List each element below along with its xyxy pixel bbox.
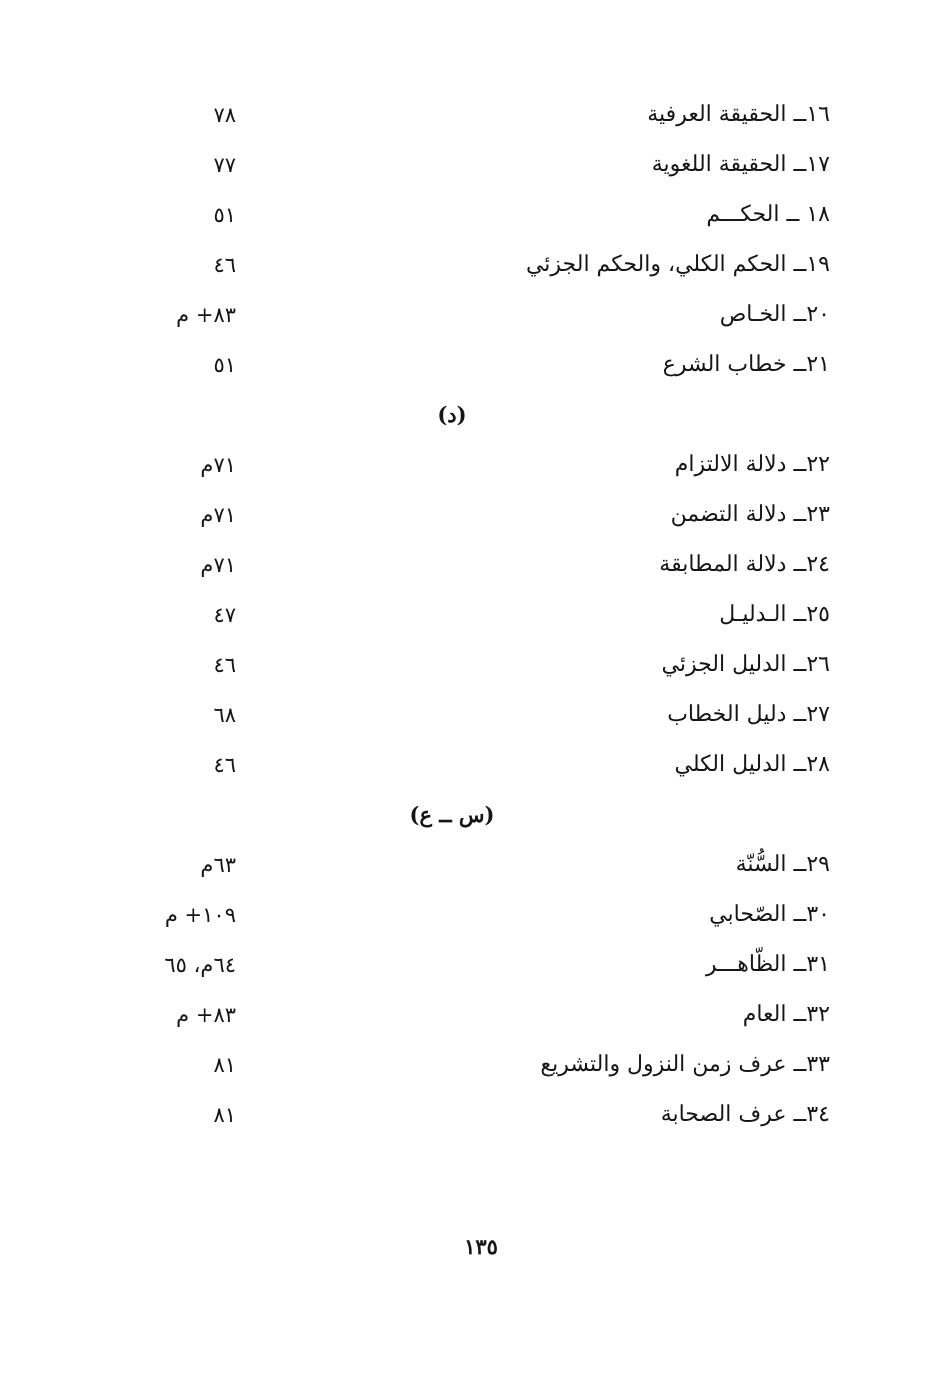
index-term: ٢٠ــ الخـاص [719,302,830,327]
index-page-ref: ٧١م [200,453,236,477]
index-entry [0,1092,934,1142]
index-entry [0,892,934,942]
index-entry [0,592,934,642]
index-page-ref: ٨١ [213,1103,236,1127]
index-entry [0,742,934,792]
index-term: ٢٩ــ السُّنّة [735,852,830,877]
index-page-ref: ٧٨ [213,103,236,127]
index-term: ١٨ ــ الحكـــم [706,202,830,227]
index-page-ref: ٤٧ [213,603,236,627]
index-entry [0,542,934,592]
index-page-ref: ٤٦ [213,753,236,777]
index-entry [0,442,934,492]
index-entry [0,1042,934,1092]
index-term: ٣٠ــ الصّحابي [709,902,830,927]
index-entry [0,692,934,742]
index-page-ref: ٨١ [213,1053,236,1077]
index-term: ٣٣ــ عرف زمن النزول والتشريع [540,1052,830,1077]
index-entry [0,242,934,292]
index-page-ref: ٤٦ [213,653,236,677]
index-entry [0,142,934,192]
index-entry [0,292,934,342]
index-page-ref: ٤٦ [213,253,236,277]
index-entry [0,92,934,142]
section-heading-label: (س ــ ع) [409,802,495,827]
index-list [0,92,934,1152]
index-page-ref: ٧١م [200,503,236,527]
index-page-ref: ٦٣م [200,853,236,877]
index-term: ٣٤ــ عرف الصحابة [660,1102,830,1127]
index-entry [0,842,934,892]
index-page-ref: ٥١ [213,353,236,377]
index-term: ٣٢ــ العام [742,1002,830,1027]
index-term: ٢٢ــ دلالة الالتزام [674,452,830,477]
index-entry [0,642,934,692]
index-term: ٢٧ــ دليل الخطاب [667,702,830,727]
index-term: ٢٦ــ الدليل الجزئي [661,652,830,677]
index-entry [0,192,934,242]
index-entry [0,342,934,392]
index-page-ref: ٨٣+ م [176,1003,236,1027]
index-term: ١٧ــ الحقيقة اللغوية [651,152,830,177]
index-page-ref: ٦٤م، ٦٥ [164,953,236,977]
index-page-ref: ٨٣+ م [176,303,236,327]
index-term: ٢٤ــ دلالة المطابقة [659,552,830,577]
index-term: ٢٣ــ دلالة التضمن [670,502,830,527]
index-entry [0,942,934,992]
index-entry [0,992,934,1042]
index-term: ١٩ــ الحكم الكلي، والحكم الجزئي [525,252,830,277]
page-number: ١٣٥ [464,1234,498,1259]
index-page-ref: ٧١م [200,553,236,577]
index-page-ref: ٧٧ [213,153,236,177]
index-term: ٢١ــ خطاب الشرع [662,352,830,377]
index-page-ref: ٦٨ [213,703,236,727]
index-page-ref: ١٠٩+ م [164,903,236,927]
index-term: ٢٥ــ الـدليـل [719,602,830,627]
section-heading [0,392,934,442]
index-term: ١٦ــ الحقيقة العرفية [647,102,830,127]
index-term: ٢٨ــ الدليل الكلي [674,752,830,777]
index-entry [0,492,934,542]
section-heading [0,792,934,842]
section-heading-label: (د) [437,402,467,427]
index-term: ٣١ــ الظّاهـــر [705,952,830,977]
index-page-ref: ٥١ [213,203,236,227]
